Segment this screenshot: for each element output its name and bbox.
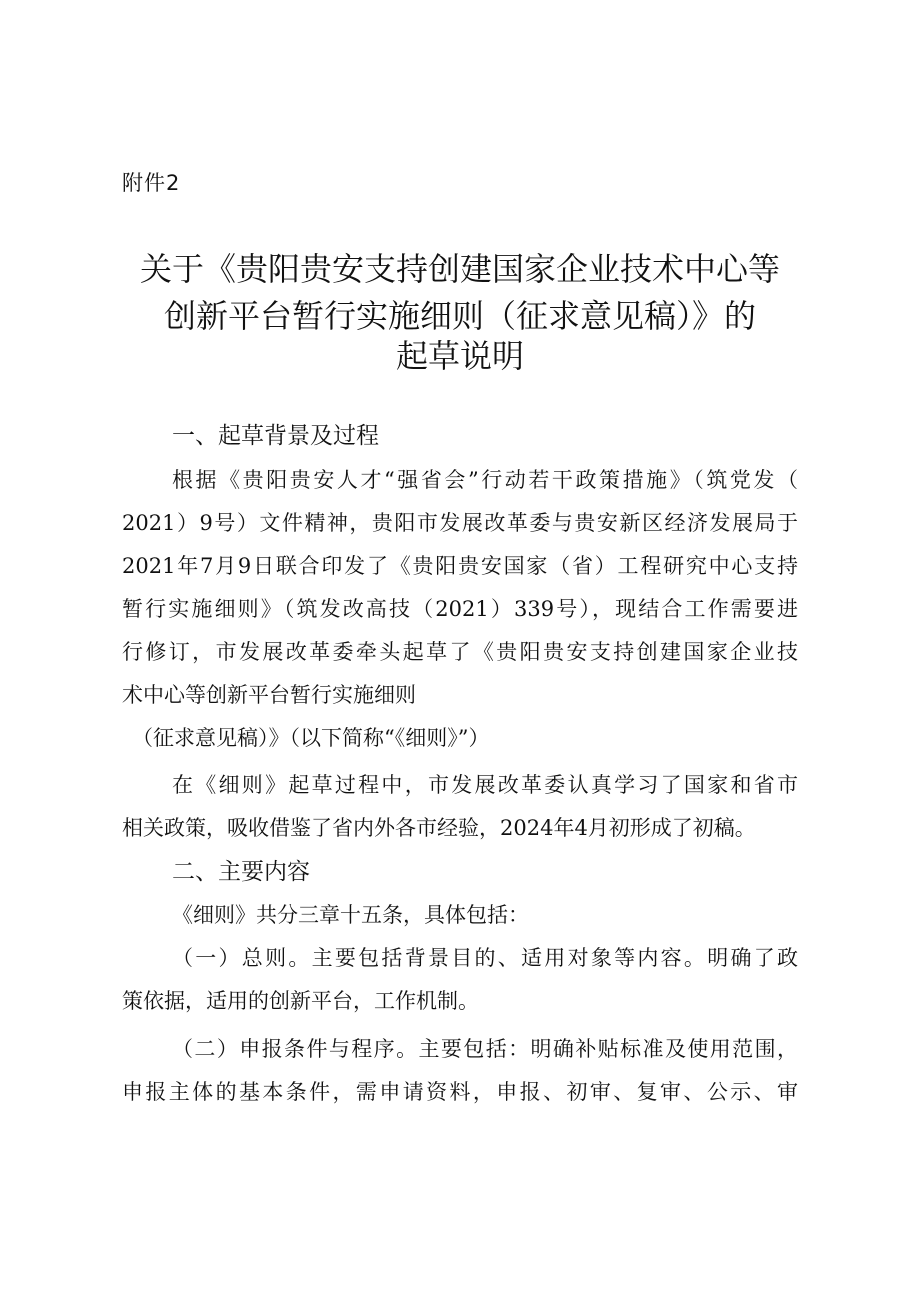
paragraph-line: 在《细则》起草过程中，市发展改革委认真学习了国家和省市 <box>172 773 798 797</box>
paragraph-line: 相关政策，吸收借鉴了省内外各市经验，2024年4月初形成了初稿。 <box>122 816 756 840</box>
paragraph-line: 申报主体的基本条件，需申请资料，申报、初审、复审、公示、审 <box>122 1080 798 1104</box>
paragraph-line: 暂行实施细则》（筑发改高技（2021）339号），现结合工作需要进 <box>122 597 798 621</box>
paragraph-line: 术中心等创新平台暂行实施细则 <box>122 683 416 707</box>
paragraph-line: 策依据，适用的创新平台，工作机制。 <box>122 989 479 1013</box>
document-title-line-3: 起草说明 <box>395 337 524 375</box>
section-heading-background: 一、起草背景及过程 <box>172 423 379 449</box>
paragraph-line: 行修订，市发展改革委牵头起草了《贵阳贵安支持创建国家企业技 <box>122 640 798 664</box>
paragraph-line: 根据《贵阳贵安人才“强省会”行动若干政策措施》（筑党发（ <box>172 468 798 492</box>
paragraph-line: 2021年7月9日联合印发了《贵阳贵安国家（省）工程研究中心支持 <box>122 554 798 578</box>
paragraph-line: （一）总则。主要包括背景目的、适用对象等内容。明确了政 <box>172 946 798 970</box>
document-title-line-1: 关于《贵阳贵安支持创建国家企业技术中心等 <box>139 250 780 288</box>
paragraph-line: 《细则》共分三章十五条，具体包括： <box>172 903 529 927</box>
attachment-label: 附件2 <box>122 171 181 195</box>
paragraph-line: （征求意见稿）》（以下简称“《细则》”） <box>132 726 490 750</box>
document-title-line-2: 创新平台暂行实施细则（征求意见稿）》的 <box>163 297 756 335</box>
paragraph-line: （二）申报条件与程序。主要包括：明确补贴标准及使用范围， <box>172 1037 798 1061</box>
paragraph-line: 2021）9号）文件精神，贵阳市发展改革委与贵安新区经济发展局于 <box>122 511 798 535</box>
section-heading-main-content: 二、主要内容 <box>172 859 310 885</box>
